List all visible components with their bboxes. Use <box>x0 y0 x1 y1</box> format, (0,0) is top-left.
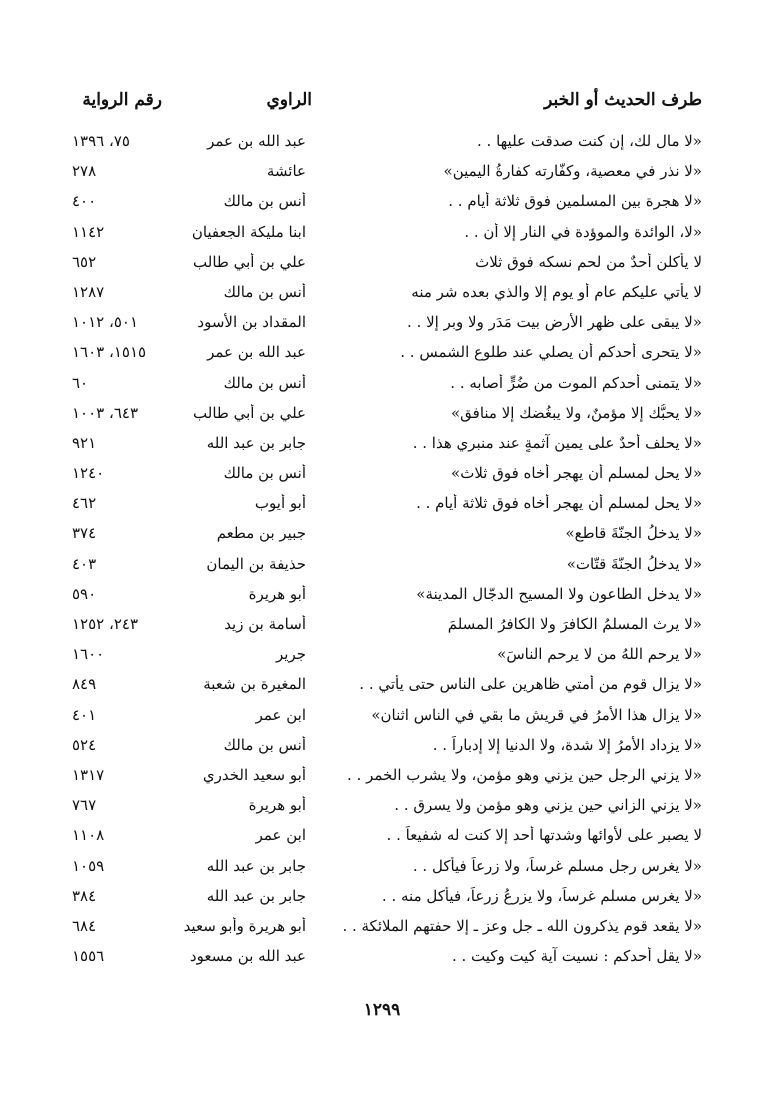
hadith-text: «لا هجرة بين المسلمين فوق ثلاثة أيام . . <box>448 192 702 211</box>
hadith-text: «لا يحل لمسلم أن يهجر أخاه فوق ثلاث» <box>451 464 702 483</box>
table-row <box>72 519 702 549</box>
narrator-name: علي بن أبي طالب <box>193 403 306 422</box>
narrator-name: أنس بن مالك <box>223 373 306 392</box>
hadith-text: لا يأتي عليكم عام أو يوم إلا والذي بعده شر منه <box>411 282 702 301</box>
narration-number: ٧٥، ١٣٩٦ <box>72 132 130 150</box>
hadith-text: «لا يرث المسلمُ الكافرَ ولا الكافرُ المسلمَ <box>447 615 702 633</box>
narration-number: ٦٤٣، ١٠٠٣ <box>72 403 139 422</box>
narration-number: ٦٨٤ <box>72 916 97 935</box>
narrator-name: ابن عمر <box>255 705 306 724</box>
table-row <box>72 912 702 942</box>
narration-number: ١٥٥٦ <box>72 947 105 966</box>
narration-number: ٤٠٣ <box>72 554 97 573</box>
table-row <box>72 610 702 640</box>
narrator-name: أسامة بن زيد <box>224 615 306 633</box>
narrator-name: جابر بن عبد الله <box>206 856 306 875</box>
table-row <box>72 278 702 308</box>
hadith-text: «لا يقل أحدكم : نسيت آية كيت وكيت . . <box>451 947 702 966</box>
table-row <box>72 338 702 368</box>
table-row <box>72 942 702 972</box>
table-row <box>72 670 702 700</box>
narration-number: ١٢٨٧ <box>72 282 105 301</box>
narrator-name: أبو أيوب <box>254 494 306 513</box>
narrator-name: أنس بن مالك <box>223 192 306 211</box>
table-row <box>72 248 702 278</box>
narrator-name: أبو هريرة <box>248 584 306 603</box>
narration-number: ٦٥٢ <box>72 252 97 271</box>
narrator-name: عائشة <box>266 162 306 181</box>
narrator-name: أنس بن مالك <box>223 464 306 483</box>
narration-number: ١٣١٧ <box>72 765 105 784</box>
table-row <box>72 157 702 187</box>
narration-number: ٤٠٠ <box>72 192 97 211</box>
narrator-name: أنس بن مالك <box>223 282 306 301</box>
narrator-name: أبو هريرة <box>248 796 306 815</box>
table-row <box>72 489 702 519</box>
narrator-name: ابنا مليكة الجعفيان <box>191 222 306 241</box>
narration-number: ٥٢٤ <box>72 735 97 754</box>
table-row <box>72 640 702 670</box>
header-narrator-column: الراوي <box>266 90 312 110</box>
narration-number: ١٦٠٠ <box>72 645 105 664</box>
narration-number: ٢٤٣، ١٢٥٢ <box>72 615 139 633</box>
hadith-text: «لا يزني الرجل حين يزني وهو مؤمن، ولا يشرب الخمر . . <box>347 765 702 784</box>
narrator-name: عبد الله بن مسعود <box>189 947 306 966</box>
table-row <box>72 369 702 399</box>
hadith-text: «لا يحلف أحدٌ على يمين آثمةٍ عند منبري هذا . . <box>412 433 702 452</box>
table-row <box>72 761 702 791</box>
narration-number: ٤٠١ <box>72 705 97 724</box>
hadith-text: «لا يغرس رجل مسلم غرساً، ولا زرعاً فيأكل . . <box>412 856 702 875</box>
hadith-text: «لا مال لك، إن كنت صدقت عليها . . <box>477 132 702 150</box>
hadith-text: لا يصبر على لأوائها وشدتها أحد إلا كنت له شفيعاً . . <box>386 826 702 845</box>
table-row <box>72 429 702 459</box>
table-row <box>72 218 702 248</box>
hadith-text: «لا يزداد الأمرُ إلا شدة، ولا الدنيا إلا إدباراً . . <box>432 735 702 754</box>
hadith-text: «لا يزني الزاني حين يزني وهو مؤمن ولا يسرق . . <box>394 796 702 815</box>
narration-number: ١٥١٥، ١٦٠٣ <box>72 343 147 362</box>
hadith-text: «لا يرحم اللهُ من لا يرحم الناسَ» <box>497 645 702 664</box>
table-row <box>72 701 702 731</box>
table-row <box>72 399 702 429</box>
narration-number: ١٠٥٩ <box>72 856 105 875</box>
hadith-text: «لا يدخل الطاعون ولا المسيح الدجّال المدينة» <box>416 584 702 603</box>
narration-number: ١١٤٢ <box>72 222 105 241</box>
page-number: ١٢٩٩ <box>363 1000 401 1020</box>
narrator-name: جابر بن عبد الله <box>206 886 306 905</box>
narrator-name: عبد الله بن عمر <box>207 343 306 362</box>
narrator-name: المقداد بن الأسود <box>197 313 306 332</box>
narration-number: ٥٠١، ١٠١٢ <box>72 313 139 332</box>
narration-number: ٤٦٢ <box>72 494 97 513</box>
hadith-text: «لا يدخلُ الجنّةَ قاطع» <box>565 524 702 543</box>
narrator-name: ابن عمر <box>255 826 306 845</box>
narrator-name: جابر بن عبد الله <box>206 433 306 452</box>
narration-number: ٩٢١ <box>72 433 97 452</box>
narration-number: ٦٠ <box>72 373 89 392</box>
narration-number: ٣٧٤ <box>72 524 97 543</box>
hadith-text: «لا يبقى على ظهر الأرض بيت مَدَر ولا وبر إلا . . <box>407 313 702 332</box>
table-row <box>72 882 702 912</box>
narration-number: ١١٠٨ <box>72 826 105 845</box>
hadith-text: «لا يغرس مسلم غرساً، ولا يزرعُ زرعاً، فيأكل منه . . <box>381 886 702 905</box>
hadith-text: «لا يقعد قوم يذكرون الله ـ جل وعز ـ إلا حفتهم الملائكة . . <box>342 916 702 935</box>
narrator-name: جرير <box>276 645 306 664</box>
narration-number: ٨٤٩ <box>72 675 97 694</box>
hadith-text: «لا يزال قوم من أمتي ظاهرين على الناس حتى يأتي . . <box>359 675 702 694</box>
hadith-text: «لا، الوائدة والموؤدة في النار إلا أن . . <box>464 222 702 241</box>
hadith-text: «لا نذر في معصية، وكفّارته كفارةُ اليمين» <box>443 162 702 181</box>
header-text-column: طرف الحديث أو الخبر <box>544 90 702 110</box>
table-row <box>72 459 702 489</box>
hadith-text: «لا يحل لمسلم أن يهجر أخاه فوق ثلاثة أيام . . <box>416 494 702 513</box>
narration-number: ٢٧٨ <box>72 162 97 181</box>
narrator-name: المغيرة بن شعبة <box>203 675 306 694</box>
table-row <box>72 731 702 761</box>
table-row <box>72 308 702 338</box>
narration-number: ٧٦٧ <box>72 796 97 815</box>
narrator-name: أبو هريرة وأبو سعيد <box>183 916 306 935</box>
narrator-name: أنس بن مالك <box>223 735 306 754</box>
narrator-name: جبير بن مطعم <box>216 524 306 543</box>
hadith-text: «لا يدخلُ الجنّةَ قتّات» <box>566 554 702 573</box>
table-row <box>72 187 702 217</box>
narrator-name: حذيفة بن اليمان <box>206 554 306 573</box>
hadith-index-table <box>72 127 702 972</box>
table-row <box>72 852 702 882</box>
narration-number: ٥٩٠ <box>72 584 97 603</box>
narrator-name: أبو سعيد الخدري <box>202 765 306 784</box>
table-row <box>72 821 702 851</box>
header-number-column: رقم الرواية <box>82 90 162 110</box>
narration-number: ١٢٤٠ <box>72 464 105 483</box>
table-header <box>72 86 702 118</box>
hadith-text: «لا يزال هذا الأمرُ في قريش ما بقي في الناس اثنان» <box>371 705 702 724</box>
narration-number: ٣٨٤ <box>72 886 97 905</box>
table-row <box>72 791 702 821</box>
narrator-name: عبد الله بن عمر <box>207 132 306 150</box>
hadith-text: «لا يحبُّك إلا مؤمنٌ، ولا يبغُضك إلا منافق» <box>450 403 702 422</box>
table-row <box>72 580 702 610</box>
hadith-text: «لا يتمنى أحدكم الموت من ضُرٍّ أصابه . . <box>450 373 702 392</box>
hadith-text: لا يأكلن أحدٌ من لحم نسكه فوق ثلاث <box>475 252 702 271</box>
narrator-name: علي بن أبي طالب <box>193 252 306 271</box>
hadith-text: «لا يتحرى أحدكم أن يصلي عند طلوع الشمس . . <box>400 343 702 362</box>
table-row <box>72 550 702 580</box>
table-row <box>72 127 702 157</box>
